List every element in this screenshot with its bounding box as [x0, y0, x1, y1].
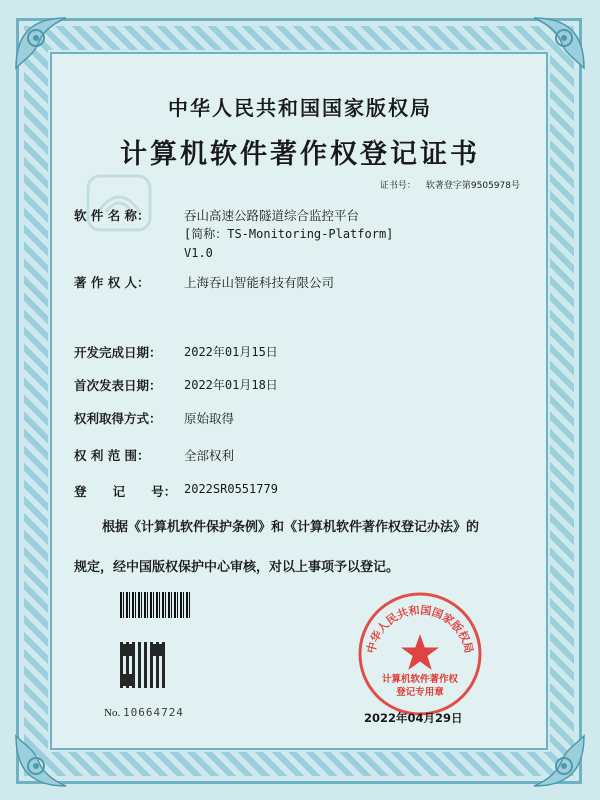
first-publish-date-value: 2022年01月18日: [184, 378, 278, 392]
seal-star-icon: [401, 634, 439, 670]
field-software-name: [74, 206, 393, 263]
software-name-value: 吞山高速公路隧道综合监控平台: [184, 208, 360, 223]
certificate-number-value: 软著登字第9505978号: [425, 181, 520, 191]
issuing-authority: 中华人民共和国国家版权局: [168, 96, 432, 120]
corner-ornament-icon: [530, 14, 588, 72]
first-publish-date-label: 首次发表日期：: [74, 378, 162, 393]
barcode-icon: [120, 592, 192, 618]
rights-scope-label: 权 利 范 围：: [74, 448, 150, 463]
serial-prefix: No.: [104, 707, 121, 719]
corner-ornament-icon: [12, 14, 70, 72]
dev-complete-date-label: 开发完成日期：: [74, 345, 162, 360]
certificate-number: [380, 178, 520, 191]
seal-ring-text: 中华人民共和国国家版权局: [364, 603, 476, 655]
field-rights-method: [74, 409, 234, 427]
legal-line-2: 规定，经中国版权保护中心审核，对以上事项予以登记。: [74, 560, 400, 575]
software-version: V1.0: [184, 246, 213, 260]
software-short-name: [简称：TS-Monitoring-Platform]: [184, 227, 394, 241]
seal-line-1: 计算机软件著作权: [381, 674, 459, 685]
corner-ornament-icon: [530, 732, 588, 790]
field-dev-complete-date: [74, 343, 278, 361]
certificate-number-label: 证书号：: [379, 181, 416, 191]
field-rights-scope: [74, 446, 234, 464]
legal-line-1: 根据《计算机软件保护条例》和《计算机软件著作权登记办法》的: [102, 520, 480, 535]
legal-statement: [74, 508, 544, 588]
serial-number: [104, 706, 184, 719]
field-registration-no: [74, 482, 278, 500]
certificate-title: 计算机软件著作权登记证书: [120, 139, 480, 170]
rights-method-value: 原始取得: [184, 411, 235, 426]
registration-no-value: 2022SR0551779: [184, 482, 278, 496]
dev-complete-date-value: 2022年01月15日: [184, 345, 278, 359]
software-name-label: 软 件 名 称：: [74, 208, 150, 223]
field-first-publish-date: [74, 376, 278, 394]
serial-value: 10664724: [122, 706, 184, 719]
field-copyright-holder: [74, 273, 334, 291]
official-seal-stamp: [356, 590, 484, 718]
qr-code-icon: [120, 642, 166, 688]
copyright-holder-label: 著 作 权 人：: [74, 275, 150, 290]
copyright-holder-value: 上海吞山智能科技有限公司: [184, 275, 335, 290]
registration-no-label: 登 记 号：: [74, 484, 177, 499]
seal-line-2: 登记专用章: [396, 687, 444, 698]
rights-scope-value: 全部权利: [184, 448, 235, 463]
rights-method-label: 权利取得方式：: [74, 411, 162, 426]
issue-date: 2022年04月29日: [364, 711, 463, 725]
corner-ornament-icon: [12, 732, 70, 790]
